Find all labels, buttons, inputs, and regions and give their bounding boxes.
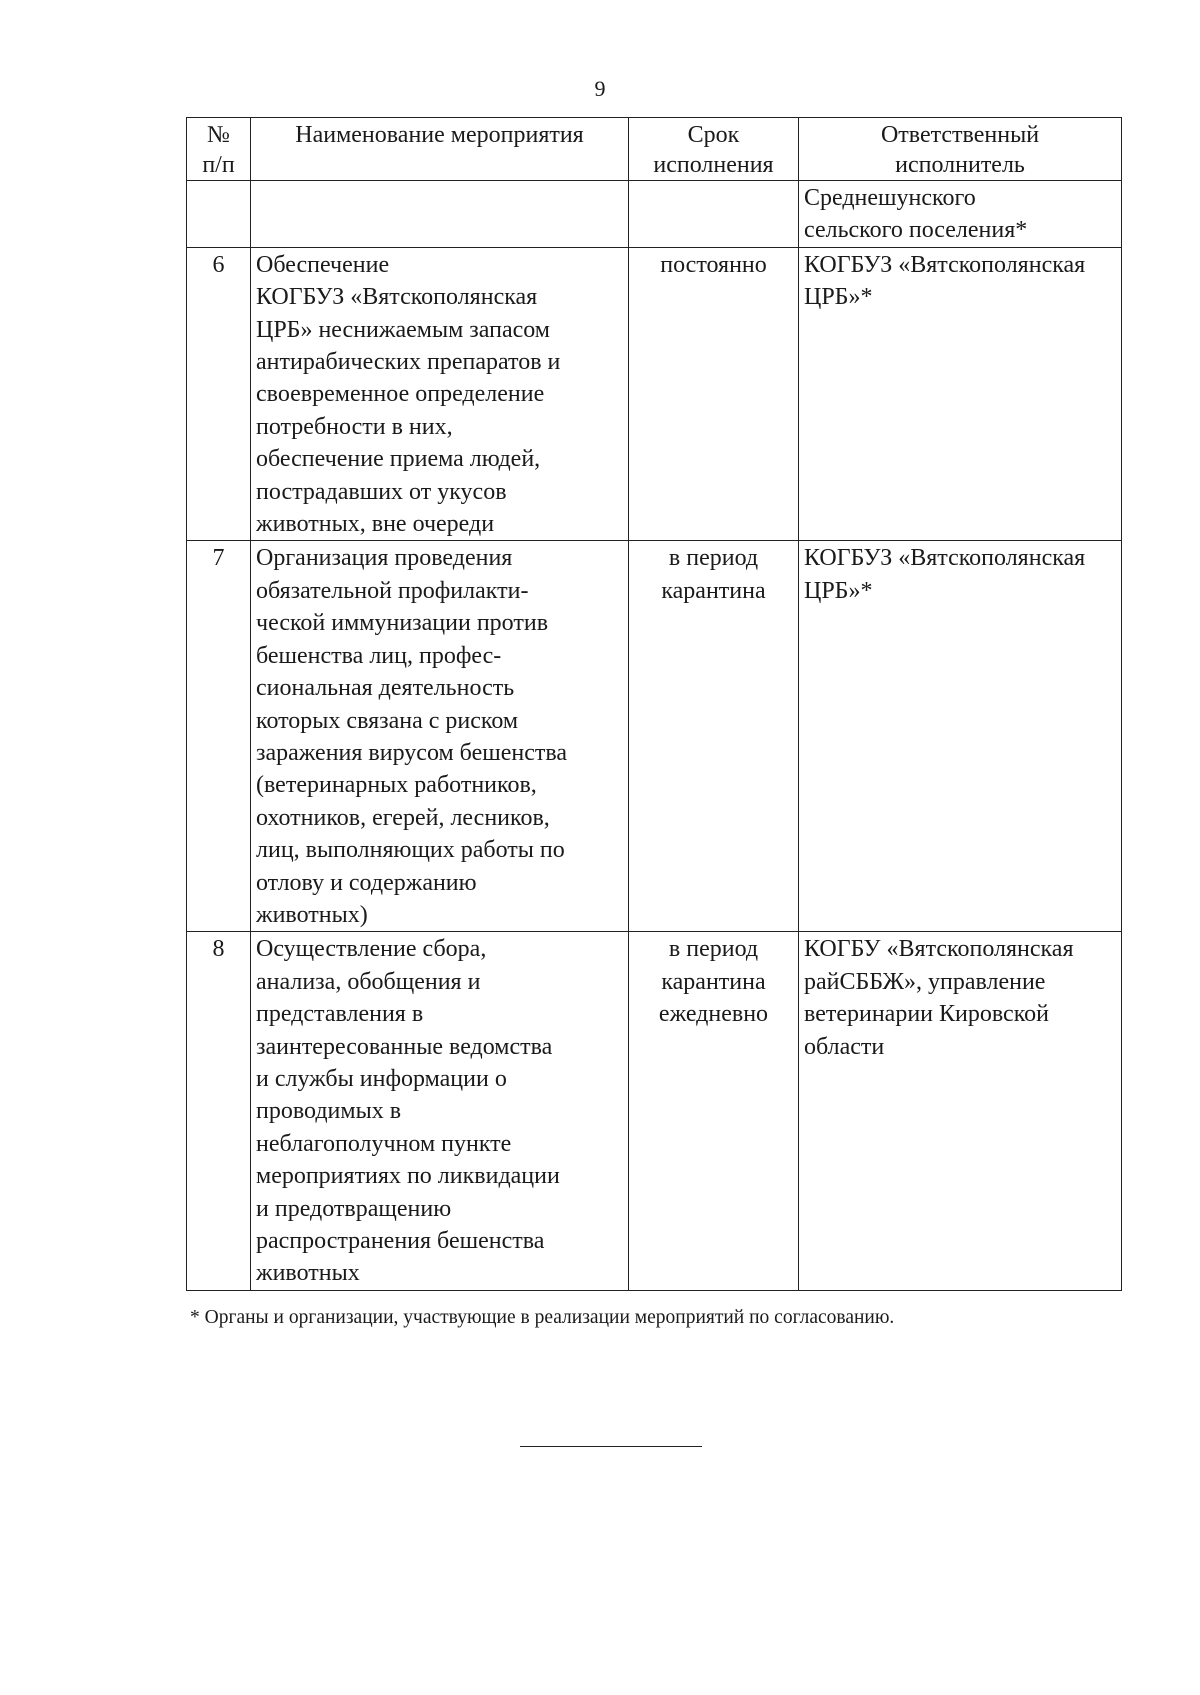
row-name bbox=[251, 181, 629, 248]
measures-table bbox=[186, 117, 1122, 1291]
row-number: 6 bbox=[187, 247, 251, 541]
row-term: в период карантина ежедневно bbox=[629, 932, 799, 1290]
footnote: * Органы и организации, участвующие в реализации мероприятий по согласованию. bbox=[190, 1307, 895, 1328]
row-number bbox=[187, 181, 251, 248]
row-name: Обеспечение КОГБУЗ «Вятскополянская ЦРБ» неснижаемым запасом антирабических препаратов и своевременное определение потребности в них, обеспечение приема людей, пострадавших от укусов животных, вне очереди bbox=[251, 247, 629, 541]
closing-rule bbox=[520, 1446, 702, 1447]
table-header-row bbox=[187, 118, 1122, 181]
row-term: постоянно bbox=[629, 247, 799, 541]
row-number: 7 bbox=[187, 541, 251, 932]
header-name: Наименование мероприятия bbox=[251, 118, 629, 181]
header-term: Срок исполнения bbox=[629, 118, 799, 181]
row-responsible: КОГБУЗ «Вятскополянская ЦРБ»* bbox=[799, 541, 1122, 932]
table-row bbox=[187, 247, 1122, 541]
row-name: Осуществление сбора, анализа, обобщения и представления в заинтересованные ведомства и службы информации о проводимых в неблагополучном пункте мероприятиях по ликвидации и предотвращению распространения бешенства животных bbox=[251, 932, 629, 1290]
table-row bbox=[187, 181, 1122, 248]
row-responsible: КОГБУ «Вятскополянская райСББЖ», управление ветеринарии Кировской области bbox=[799, 932, 1122, 1290]
table-row bbox=[187, 932, 1122, 1290]
header-responsible: Ответственный исполнитель bbox=[799, 118, 1122, 181]
row-term bbox=[629, 181, 799, 248]
row-name: Организация проведения обязательной профилакти- ческой иммунизации против бешенства лиц, профес- сиональная деятельность которых связана с риском заражения вирусом бешенства (ветеринарных работников, охотников, егерей, лесников, лиц, выполняющих работы по отлову и содержанию животных) bbox=[251, 541, 629, 932]
page-number: 9 bbox=[594, 76, 606, 101]
row-term: в период карантина bbox=[629, 541, 799, 932]
table-row bbox=[187, 541, 1122, 932]
row-responsible: КОГБУЗ «Вятскополянская ЦРБ»* bbox=[799, 247, 1122, 541]
row-responsible: Среднешунского сельского поселения* bbox=[799, 181, 1122, 248]
row-number: 8 bbox=[187, 932, 251, 1290]
header-number: № п/п bbox=[187, 118, 251, 181]
